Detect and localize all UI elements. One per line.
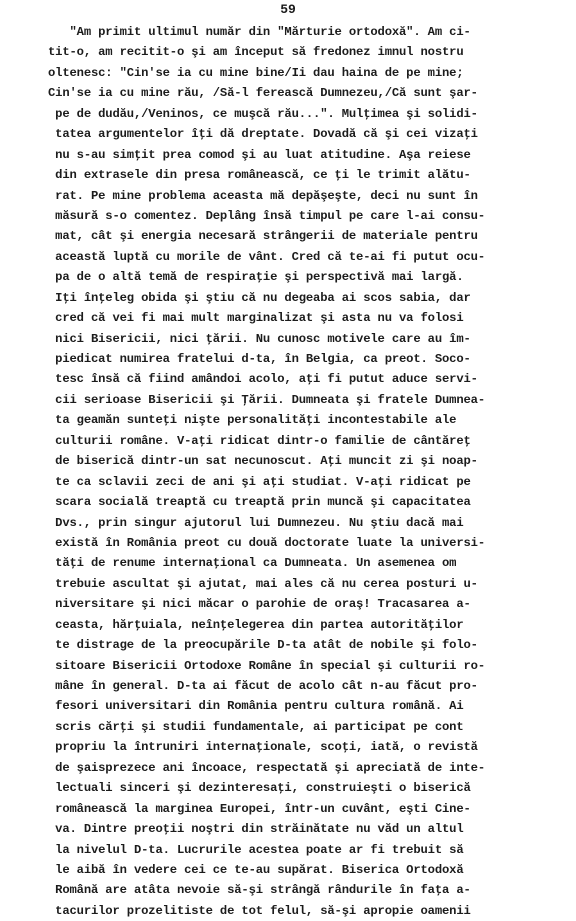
text-line: tacurilor prozelitiste de tot felul, să-şi apropie oamenii [48, 903, 471, 918]
text-line: românească la marginea Europei, într-un cuvânt, eşti Cine- [48, 801, 471, 816]
text-line: de şaisprezece ani încoace, respectată şi apreciată de inte- [48, 760, 485, 775]
text-line: măsură s-o comentez. Deplâng însă timpul pe care l-ai consu- [48, 208, 485, 223]
text-line: pe de dudău,/Veninos, ce muşcă rău...". Mulţimea şi solidi- [48, 106, 478, 121]
text-line: tit-o, am recitit-o şi am început să fredonez imnul nostru [48, 45, 464, 60]
text-line: va. Dintre preoţii noştri din străinătate nu văd un altul [48, 822, 464, 837]
text-line: Română are atâta nevoie să-şi strângă rândurile în faţa a- [48, 883, 471, 898]
text-line: tatea argumentelor îţi dă dreptate. Dovadă că şi cei vizaţi [48, 127, 478, 142]
text-line: mâne în general. D-ta ai făcut de acolo cât n-au făcut pro- [48, 679, 478, 693]
text-line: oltenesc: "Cin'se ia cu mine bine/Ii dau haina de pe mine; [48, 65, 464, 80]
text-line: te ca sclavii zeci de ani şi aţi studiat. V-aţi ridicat pe [48, 474, 471, 489]
text-line: ceasta, hărţuiala, neînţelegerea din partea autorităţilor [48, 617, 464, 632]
text-line: există în România preot cu două doctorate luate la universi- [48, 535, 485, 550]
text-line: sitoare Bisericii Ortodoxe Române în special şi culturii ro- [48, 658, 485, 673]
text-line: la nivelul D-ta. Lucrurile acestea poate ar fi trebuit să [48, 842, 464, 857]
text-line: nici Bisericii, nici ţării. Nu cunosc motivele care au îm- [48, 331, 471, 346]
text-line: niversitare şi nici măcar o parohie de oraş! Tracasarea a- [48, 597, 471, 612]
text-line: nu s-au simţit prea comod şi au luat atitudine. Aşa reiese [48, 147, 471, 162]
text-line: propriu la întruniri internaţionale, scoţi, iată, o revistă [48, 740, 478, 755]
text-line: mat, cât şi energia necesară strângerii de materiale pentru [48, 229, 478, 244]
text-line: lectuali sinceri şi dezinteresaţi, construieşti o biserică [48, 781, 471, 796]
text-line: tăţi de renume internaţional ca Dumneata. Un asemenea om [48, 556, 457, 571]
text-line: Cin'se ia cu mine rău, /Să-l ferească Dumnezeu,/Că sunt şar- [48, 86, 478, 101]
text-line: din extrasele din presa românească, ce ţi le trimit alătu- [48, 168, 471, 183]
page-number: 59 [280, 2, 296, 17]
text-line: ta geamăn sunteţi nişte personalităţi incontestabile ale [48, 413, 457, 428]
text-line: Dvs., prin singur ajutorul lui Dumnezeu. Nu ştiu dacă mai [48, 515, 464, 530]
text-line: tesc însă că fiind amândoi acolo, aţi fi putut aduce servi- [48, 372, 478, 387]
text-line: fesori universitari din România pentru cultura română. Ai [48, 699, 464, 714]
text-line: această luptă cu morile de vânt. Cred că te-ai fi putut ocu- [48, 249, 485, 264]
text-line: scara socială treaptă cu treaptă prin muncă şi capacitatea [48, 495, 471, 510]
text-line: trebuie ascultat şi ajutat, mai ales că nu cerea posturi u- [48, 576, 478, 591]
text-line: cred că vei fi mai mult marginalizat şi asta nu va folosi [48, 311, 464, 326]
text-line: scris cărţi şi studii fundamentale, ai participat pe cont [48, 719, 464, 734]
text-line: piedicat numirea fratelui d-ta, în Belgia, ca preot. Soco- [48, 352, 471, 366]
text-line: "Am primit ultimul număr din "Mărturie ortodoxă". Am ci- [48, 25, 471, 39]
text-line: te distrage de la preocupările D-ta atât de nobile şi folo- [48, 638, 478, 653]
text-line: cii serioase Bisericii şi Ţării. Dumneata şi fratele Dumnea- [48, 392, 485, 407]
text-line: culturii române. V-aţi ridicat dintr-o familie de cântăreţ [48, 433, 471, 448]
body-text [48, 22, 576, 921]
text-line: rat. Pe mine problema aceasta mă depăşeşte, deci nu sunt în [48, 188, 478, 203]
text-line: le aibă în vedere cei ce te-au supărat. Biserica Ortodoxă [48, 862, 464, 877]
text-line: Iţi înţeleg obida şi ştiu că nu degeaba ai scos sabia, dar [48, 290, 471, 305]
text-line: pa de o altă temă de respiraţie şi perspectivă mai largă. [48, 270, 464, 285]
text-line: de biserică dintr-un sat necunoscut. Aţi muncit zi şi noap- [48, 454, 478, 469]
